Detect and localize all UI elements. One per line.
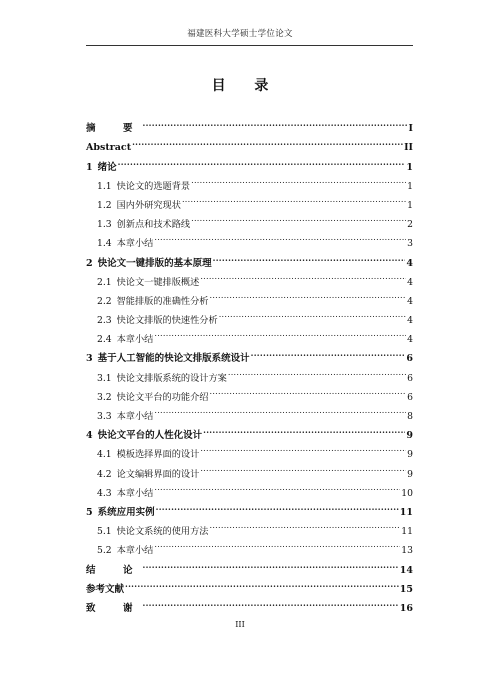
toc-entry-label: 快论文平台的功能介绍	[116, 391, 209, 403]
toc-dot-leader	[118, 150, 406, 169]
toc-entry-number: 4.2	[97, 468, 112, 480]
toc-entry-label: 摘 要	[86, 123, 142, 135]
toc-entry-number: 5	[86, 506, 93, 518]
toc-entry-number: 2.4	[97, 334, 112, 346]
toc-entry-label: 本章小结	[116, 411, 154, 422]
toc-entry-page: 1	[407, 199, 413, 211]
toc-entry-label: 致 谢	[86, 602, 142, 614]
toc-entry-page: 4	[407, 334, 413, 346]
toc-entry[interactable]	[86, 573, 413, 595]
toc-entry-label: 智能排版的准确性分析	[116, 295, 209, 307]
running-header: 福建医科大学硕士学位论文	[187, 29, 293, 39]
toc-entry-label: Abstract	[86, 142, 132, 154]
toc-entry-page: 13	[401, 545, 413, 557]
toc-dot-leader	[203, 419, 405, 438]
toc-entry-number: 1.4	[97, 238, 112, 250]
toc-dot-leader	[200, 438, 406, 457]
toc-entry-label: 系统应用实例	[97, 506, 155, 518]
toc-entry-page: I	[408, 123, 413, 135]
toc-entry-label: 快论文排版系统的设计方案	[116, 372, 227, 384]
toc-dot-leader	[156, 496, 399, 515]
toc-entry-page: 6	[407, 372, 413, 384]
toc-entry-number: 3.2	[97, 391, 112, 403]
toc-entry-page: 10	[401, 487, 413, 499]
toc-dot-leader	[219, 304, 406, 323]
toc-entry-label: 快论文的选题背景	[116, 180, 191, 192]
toc-entry-number: 1	[86, 161, 93, 173]
toc-dot-leader	[143, 592, 399, 611]
toc-entry-page: 15	[399, 583, 413, 595]
toc-entry[interactable]	[86, 131, 413, 154]
toc-entry-label: 快论文一键排版的基本原理	[97, 257, 212, 269]
toc-entry-label: 结 论	[86, 564, 142, 576]
toc-entry-label: 基于人工智能的快论文排版系统设计	[97, 353, 250, 365]
toc-entry-number: 1.2	[97, 199, 112, 211]
toc-dot-leader	[251, 342, 406, 361]
toc-entry-page: 8	[407, 411, 413, 422]
toc-entry-page: 9	[407, 468, 413, 480]
toc-entry-label: 模板选择界面的设计	[116, 449, 200, 461]
toc-entry[interactable]	[86, 150, 413, 173]
toc-entry-label: 快论文平台的人性化设计	[97, 430, 203, 442]
toc-entry-number: 2	[86, 257, 93, 269]
toc-entry-number: 4.1	[97, 449, 112, 461]
toc-dot-leader	[213, 246, 406, 265]
toc-entry-page: 16	[399, 602, 413, 614]
header-rule	[86, 45, 413, 46]
toc-dot-leader	[210, 515, 401, 534]
toc-entry-number: 2.3	[97, 315, 112, 327]
toc-entry-page: 4	[407, 315, 413, 327]
toc-entry-number: 1.1	[97, 180, 112, 192]
toc-entry-number: 4	[86, 430, 93, 442]
toc-entry-page: 9	[406, 430, 413, 442]
toc-dot-leader	[200, 457, 406, 476]
toc-dot-leader	[154, 534, 400, 553]
toc-entry[interactable]	[86, 592, 413, 614]
toc-entry-label: 本章小结	[116, 334, 154, 346]
table-of-contents	[86, 112, 413, 614]
toc-dot-leader	[132, 131, 403, 150]
toc-entry-page: 4	[407, 276, 413, 288]
toc-entry-page: 4	[406, 257, 413, 269]
toc-dot-leader	[154, 477, 400, 496]
toc-entry-number: 5.2	[97, 545, 112, 557]
toc-dot-leader	[143, 112, 408, 131]
toc-entry-number: 2.2	[97, 295, 112, 307]
toc-entry-page: 6	[407, 391, 413, 403]
toc-entry-page: 9	[407, 449, 413, 461]
toc-entry-label: 本章小结	[116, 487, 154, 499]
toc-dot-leader	[182, 189, 406, 208]
toc-entry-page: II	[404, 142, 413, 154]
page-number: III	[235, 620, 245, 629]
toc-entry-label: 国内外研究现状	[116, 199, 181, 211]
toc-entry-number: 5.1	[97, 526, 112, 538]
toc-entry-page: 2	[407, 219, 413, 231]
toc-title: 目 录	[211, 78, 281, 94]
toc-entry-number: 3.1	[97, 372, 112, 384]
toc-dot-leader	[154, 400, 406, 419]
toc-entry-page: 6	[406, 353, 413, 365]
toc-entry-label: 快论文排版的快速性分析	[116, 315, 218, 327]
toc-dot-leader	[125, 573, 399, 592]
toc-entry-label: 本章小结	[116, 238, 154, 250]
toc-dot-leader	[228, 361, 406, 380]
toc-entry-label: 快论文一键排版概述	[116, 276, 200, 288]
toc-entry-page: 11	[399, 506, 413, 518]
toc-dot-leader	[210, 381, 407, 400]
toc-entry-label: 本章小结	[116, 545, 154, 557]
toc-entry-page: 4	[407, 295, 413, 307]
toc-dot-leader	[191, 170, 406, 189]
toc-entry-page: 11	[401, 526, 413, 538]
toc-entry-label: 快论文系统的使用方法	[116, 526, 209, 538]
toc-entry-number: 3	[86, 353, 93, 365]
toc-dot-leader	[200, 266, 406, 285]
toc-entry[interactable]	[86, 112, 413, 135]
toc-entry-label: 创新点和技术路线	[116, 219, 191, 231]
toc-dot-leader	[143, 553, 399, 572]
toc-entry-page: 1	[407, 180, 413, 192]
toc-entry-number: 4.3	[97, 487, 112, 499]
toc-entry-label: 绪论	[97, 161, 117, 173]
toc-entry-page: 3	[407, 238, 413, 250]
toc-entry[interactable]	[86, 170, 413, 192]
toc-entry-page: 14	[399, 564, 413, 576]
toc-dot-leader	[210, 285, 407, 304]
toc-dot-leader	[154, 227, 406, 246]
toc-entry-number: 2.1	[97, 276, 112, 288]
toc-entry-label: 参考文献	[86, 583, 125, 595]
toc-entry-page: 1	[406, 161, 413, 173]
toc-dot-leader	[191, 208, 406, 227]
toc-entry-number: 1.3	[97, 219, 112, 231]
toc-entry-number: 3.3	[97, 411, 112, 422]
toc-dot-leader	[154, 323, 406, 342]
toc-entry-label: 论文编辑界面的设计	[116, 468, 200, 480]
